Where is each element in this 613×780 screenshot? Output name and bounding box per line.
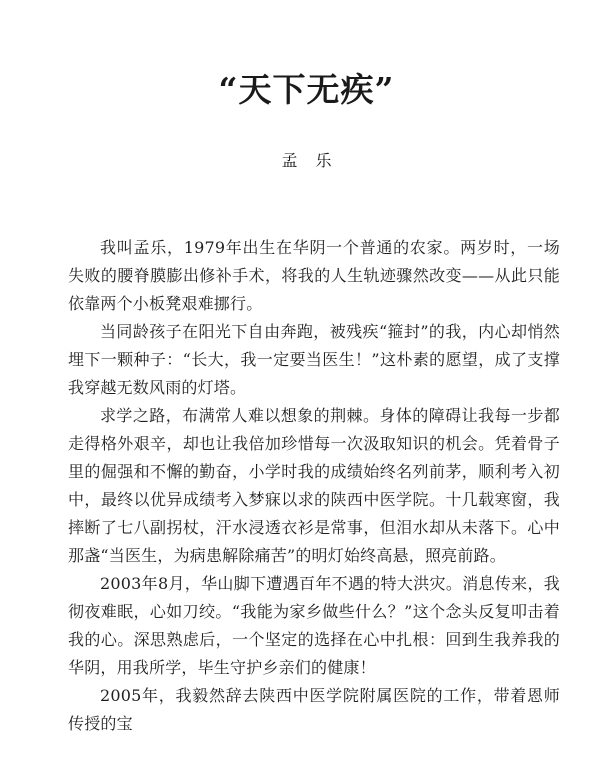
article-title: “天下无疾”	[218, 70, 395, 109]
article-author: 孟乐	[281, 151, 350, 170]
article-body	[68, 234, 560, 738]
paragraph: 2003年8月，华山脚下遭遇百年不遇的特大洪灾。消息传来，我彻夜难眠，心如刀绞。“我能为家乡做些什么？”这个念头反复叩击着我的心。深思熟虑后，一个坚定的选择在心中扎根：回到生我养我的华阴，用我所学，毕生守护乡亲们的健康！	[68, 574, 560, 677]
paragraph: 2005年，我毅然辞去陕西中医学院附属医院的工作，带着恩师传授的宝	[68, 686, 560, 733]
paragraph: 求学之路，布满常人难以想象的荆棘。身体的障碍让我每一步都走得格外艰辛，却也让我倍加珍惜每一次汲取知识的机会。凭着骨子里的倔强和不懈的勤奋，小学时我的成绩始终名列前茅，顺利考入初中，最终以优异成绩考入梦寐以求的陕西中医学院。十几载寒窗，我摔断了七八副拐杖，汗水浸透衣衫是常事，但泪水却从未落下。心中那盏“当医生，为病患解除痛苦”的明灯始终高悬，照亮前路。	[68, 406, 560, 565]
paragraph: 当同龄孩子在阳光下自由奔跑，被残疾“箍封”的我，内心却悄然埋下一颗种子：“长大，我一定要当医生！”这朴素的愿望，成了支撑我穿越无数风雨的灯塔。	[68, 322, 560, 397]
paragraph: 我叫孟乐，1979年出生在华阴一个普通的农家。两岁时，一场失败的腰脊膜膨出修补手术，将我的人生轨迹骤然改变——从此只能依靠两个小板凳艰难挪行。	[68, 238, 560, 313]
